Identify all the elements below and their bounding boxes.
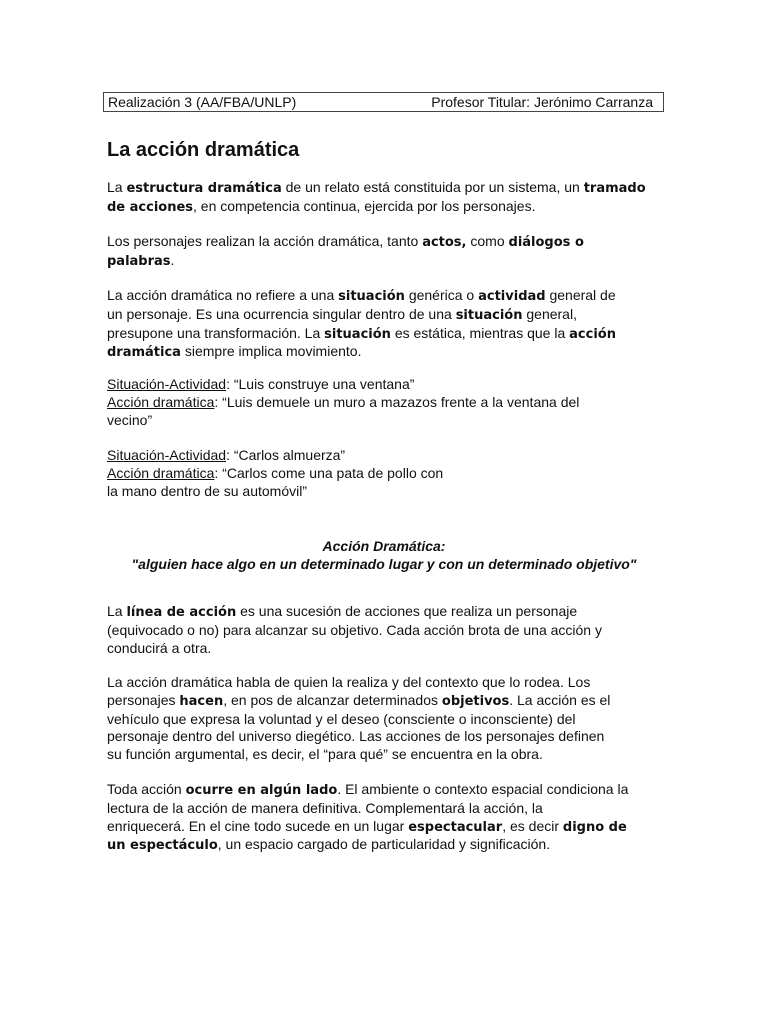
text: es una sucesión de acciones que realiza un personaje — [236, 603, 578, 619]
bold-term: palabras — [107, 253, 171, 269]
bold-term: acción — [569, 326, 616, 342]
text: general de — [545, 287, 616, 303]
text: Los personajes realizan la acción dramática, tanto — [107, 233, 423, 249]
example-carlos — [107, 447, 667, 500]
text: conducirá a otra. — [107, 639, 212, 656]
bold-term: ocurre en algún lado — [185, 783, 338, 798]
definition-heading: Acción Dramática: — [322, 538, 446, 554]
page-title: La acción dramática — [107, 139, 300, 161]
example-label: Acción dramática — [107, 464, 215, 481]
example-label: Acción dramática — [107, 393, 215, 410]
text: , un espacio cargado de particularidad y significación. — [217, 836, 551, 853]
bold-term: situación — [324, 326, 391, 342]
text: La acción dramática no refiere a una — [107, 287, 339, 303]
text: personajes — [107, 691, 180, 708]
text: La acción dramática habla de quien la realiza y del contexto que lo rodea. Los — [107, 674, 591, 690]
text: , es decir — [502, 817, 563, 834]
text: siempre implica movimiento. — [180, 343, 362, 360]
text: : “Luis demuele un muro a mazazos frente a la ventana del — [214, 393, 580, 410]
text: , en pos de alcanzar determinados — [223, 691, 442, 708]
text: : “Carlos almuerza” — [226, 447, 346, 463]
bold-term: espectacular — [408, 819, 503, 835]
bold-term: línea de acción — [126, 605, 237, 620]
text: vehículo que expresa la voluntad y el deseo (consciente o inconsciente) del — [107, 710, 576, 727]
paragraph-action-line — [107, 603, 667, 657]
text: (equivocado o no) para alcanzar su objetivo. Cada acción brota de una acción y — [107, 621, 602, 638]
bold-term: actividad — [478, 289, 546, 304]
text: La — [107, 179, 127, 195]
bold-term: objetivos — [441, 693, 510, 709]
text: genérica o — [404, 287, 479, 303]
text: su función argumental, es decir, el “para qué” se encuentra en la obra. — [107, 746, 543, 763]
text: como — [466, 233, 509, 249]
bold-term: tramado — [583, 181, 646, 196]
example-label: Situación-Actividad — [107, 447, 227, 463]
text: la mano dentro de su automóvil” — [107, 482, 307, 499]
text: . — [170, 251, 175, 268]
text: presupone una transformación. La — [107, 324, 325, 341]
text: , en competencia continua, ejercida por los personajes. — [193, 197, 536, 214]
bold-term: digno de — [562, 819, 627, 835]
paragraph-characters — [107, 233, 667, 271]
text: : “Carlos come una pata de pollo con — [214, 464, 444, 481]
text: de un relato está constituida por un sistema, un — [281, 179, 584, 195]
bold-term: dramática — [107, 345, 181, 361]
professor-label: Profesor Titular: Jerónimo Carranza — [431, 94, 653, 110]
paragraph-situation — [107, 287, 667, 362]
paragraph-context — [107, 674, 667, 764]
text: : “Luis construye una ventana” — [226, 376, 415, 392]
bold-term: diálogos o — [508, 235, 584, 250]
text: . La acción es el — [509, 691, 611, 708]
course-label: Realización 3 (AA/FBA/UNLP) — [108, 94, 297, 110]
text: enriquecerá. En el cine todo sucede en un lugar — [107, 817, 409, 834]
document-header — [103, 92, 664, 112]
bold-term: actos, — [422, 235, 467, 250]
example-label: Situación-Actividad — [107, 376, 227, 392]
paragraph-structure — [107, 179, 667, 217]
text: un personaje. Es una ocurrencia singular dentro de una — [107, 305, 456, 322]
bold-term: estructura dramática — [126, 181, 282, 196]
paragraph-space — [107, 781, 667, 855]
text: personaje dentro del universo diegético. Las acciones de los personajes definen — [107, 728, 605, 745]
text: Toda acción — [107, 781, 186, 797]
bold-term: situación — [455, 307, 523, 323]
text: lectura de la acción de manera definitiva. Complementará la acción, la — [107, 799, 543, 816]
text: general, — [522, 305, 577, 322]
text: La — [107, 603, 127, 619]
text: . El ambiente o contexto espacial condiciona la — [337, 781, 629, 797]
bold-term: situación — [338, 289, 405, 304]
definition-quote: "alguien hace algo en un determinado lugar y con un determinado objetivo" — [131, 556, 637, 572]
bold-term: de acciones — [107, 199, 194, 215]
bold-term: hacen — [179, 693, 224, 709]
text: vecino” — [107, 411, 153, 428]
text: es estática, mientras que la — [390, 324, 570, 341]
bold-term: un espectáculo — [107, 838, 218, 854]
example-luis — [107, 376, 667, 429]
